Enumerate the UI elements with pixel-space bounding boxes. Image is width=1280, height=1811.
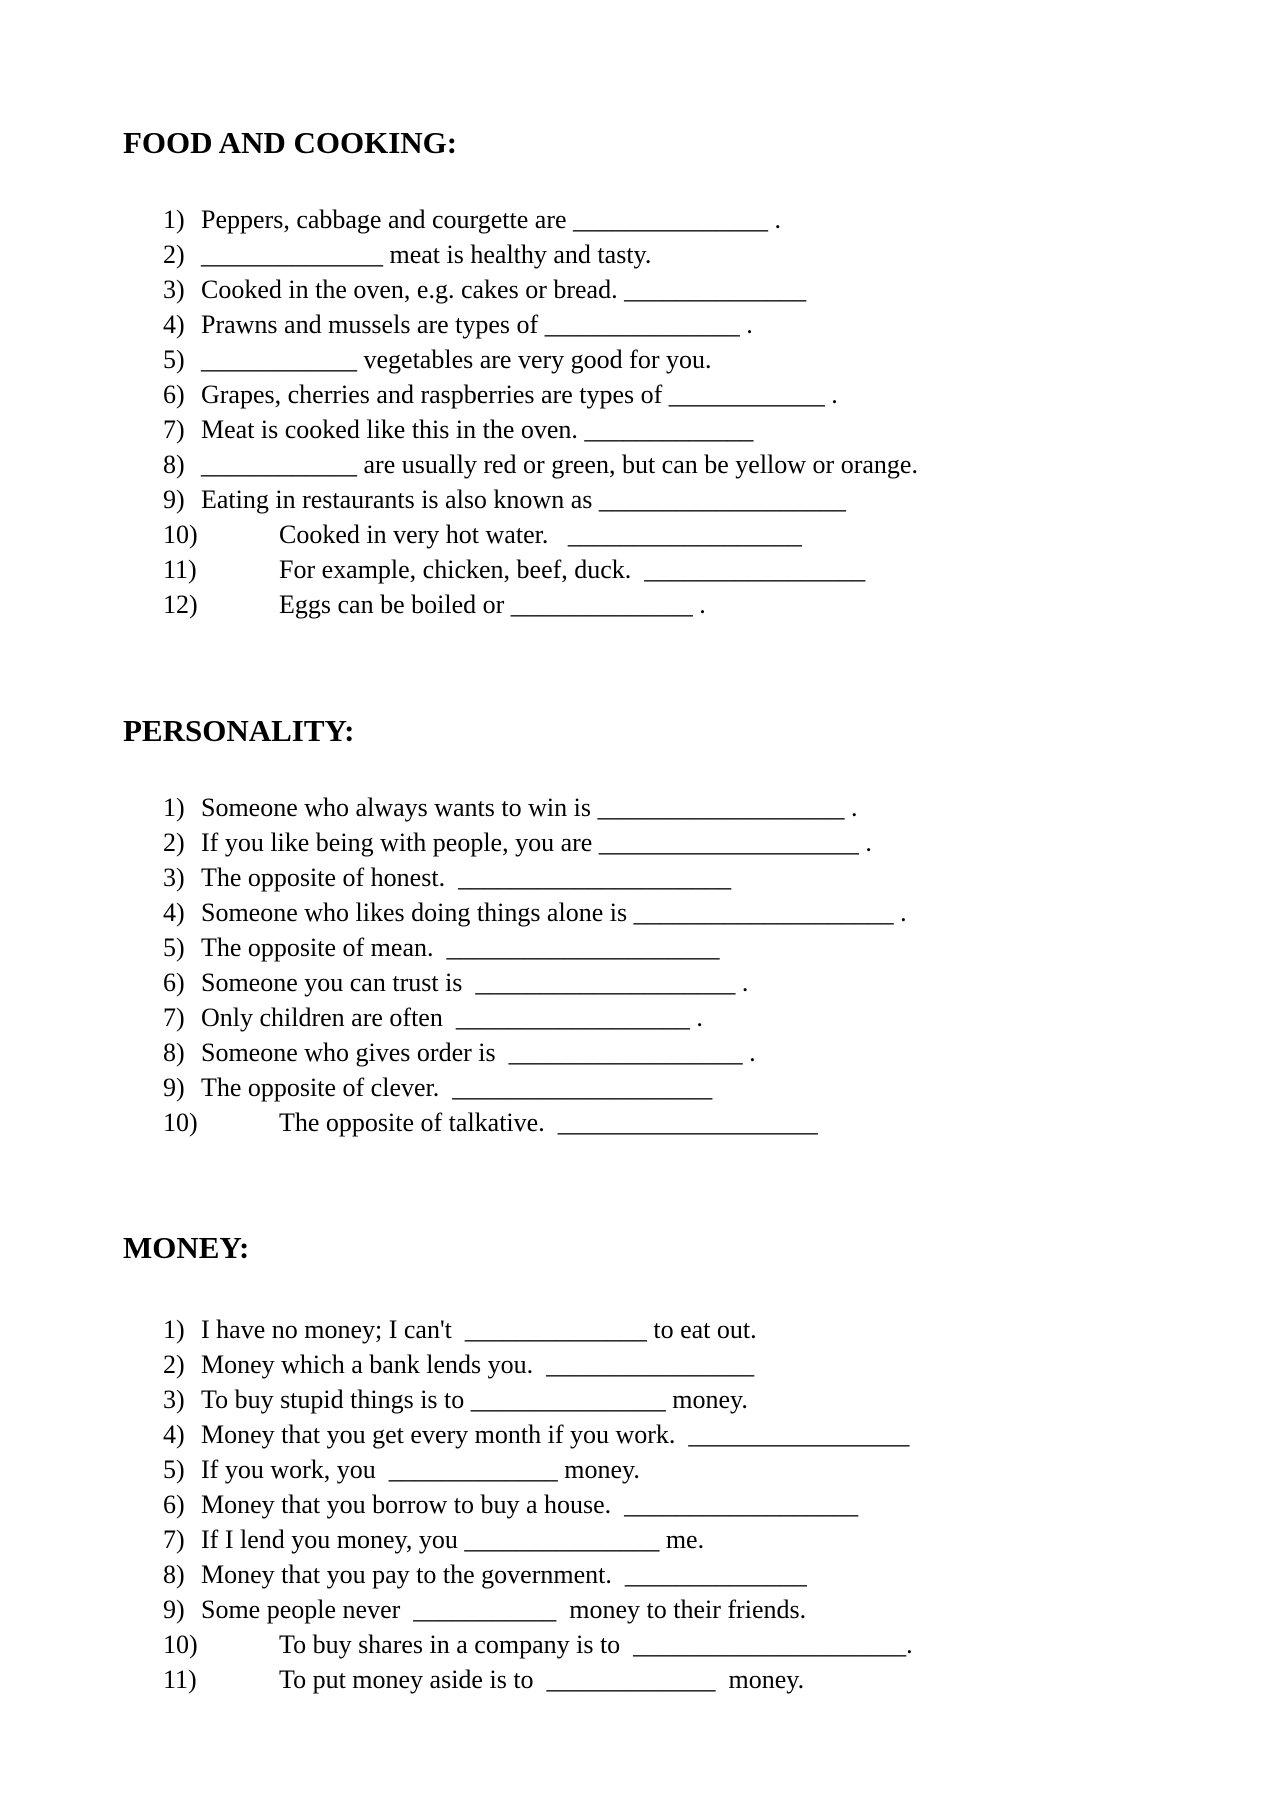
question-list [163, 790, 907, 1140]
question-number: 5) [163, 933, 185, 962]
question-number: 12) [163, 590, 198, 619]
question-item [163, 237, 918, 272]
question-number: 6) [163, 1490, 185, 1519]
question-item [163, 1382, 913, 1417]
question-text: The opposite of clever. ____________________ [201, 1073, 713, 1102]
question-number: 2) [163, 828, 185, 857]
question-item [163, 587, 918, 622]
question-number: 9) [163, 485, 185, 514]
question-item [163, 412, 918, 447]
question-item [163, 342, 918, 377]
question-item [163, 1035, 907, 1070]
question-item [163, 307, 918, 342]
question-text: To buy shares in a company is to _____________________. [279, 1630, 913, 1659]
question-text: If you work, you _____________ money. [201, 1455, 640, 1484]
question-item [163, 1452, 913, 1487]
question-number: 6) [163, 380, 185, 409]
question-text: Grapes, cherries and raspberries are types of ____________ . [201, 380, 838, 409]
question-text: If you like being with people, you are ____________________ . [201, 828, 872, 857]
question-text: Money that you borrow to buy a house. __________________ [201, 1490, 859, 1519]
question-number: 3) [163, 863, 185, 892]
question-text: For example, chicken, beef, duck. _________________ [279, 555, 866, 584]
question-text: To put money aside is to _____________ money. [279, 1665, 805, 1694]
question-item [163, 517, 918, 552]
question-text: Meat is cooked like this in the oven. _____________ [201, 415, 754, 444]
question-number: 9) [163, 1073, 185, 1102]
question-number: 8) [163, 1038, 185, 1067]
question-text: If I lend you money, you _______________ me. [201, 1525, 705, 1554]
question-item [163, 1522, 913, 1557]
question-number: 10) [163, 1630, 198, 1659]
question-text: Money that you get every month if you work. _________________ [201, 1420, 910, 1449]
question-item [163, 202, 918, 237]
question-item [163, 447, 918, 482]
question-number: 3) [163, 1385, 185, 1414]
question-item [163, 1557, 913, 1592]
question-text: Prawns and mussels are types of _______________ . [201, 310, 753, 339]
question-item [163, 1070, 907, 1105]
question-item [163, 377, 918, 412]
question-item [163, 790, 907, 825]
question-text: The opposite of honest. _____________________ [201, 863, 732, 892]
question-item [163, 825, 907, 860]
section-personality [123, 713, 1200, 1137]
question-number: 7) [163, 1525, 185, 1554]
question-text: ______________ meat is healthy and tasty. [201, 240, 652, 269]
question-item [163, 1592, 913, 1627]
question-text: Money which a bank lends you. ________________ [201, 1350, 755, 1379]
question-text: I have no money; I can't ______________ to eat out. [201, 1315, 757, 1344]
question-number: 8) [163, 1560, 185, 1589]
question-number: 10) [163, 1108, 198, 1137]
question-text: The opposite of talkative. ____________________ [279, 1108, 818, 1137]
question-text: Eating in restaurants is also known as ___________________ [201, 485, 846, 514]
question-text: The opposite of mean. _____________________ [201, 933, 720, 962]
section-title: MONEY: [123, 1230, 250, 1265]
question-item [163, 1662, 913, 1697]
section-money [123, 1230, 1200, 1694]
question-item [163, 272, 918, 307]
question-number: 4) [163, 1420, 185, 1449]
question-item [163, 1487, 913, 1522]
question-item [163, 895, 907, 930]
question-text: Someone you can trust is ____________________ . [201, 968, 749, 997]
question-text: ____________ vegetables are very good for you. [201, 345, 712, 374]
question-number: 1) [163, 1315, 185, 1344]
question-number: 4) [163, 310, 185, 339]
question-number: 2) [163, 1350, 185, 1379]
question-number: 3) [163, 275, 185, 304]
question-item [163, 552, 918, 587]
question-list [163, 202, 918, 622]
question-text: Cooked in very hot water. __________________ [279, 520, 802, 549]
question-number: 11) [163, 1665, 197, 1694]
question-item [163, 1347, 913, 1382]
question-number: 2) [163, 240, 185, 269]
question-text: ____________ are usually red or green, but can be yellow or orange. [201, 450, 918, 479]
question-number: 5) [163, 1455, 185, 1484]
question-text: Eggs can be boiled or ______________ . [279, 590, 706, 619]
question-text: Someone who likes doing things alone is ____________________ . [201, 898, 907, 927]
question-list [163, 1312, 913, 1697]
question-text: Peppers, cabbage and courgette are _______________ . [201, 205, 782, 234]
question-text: Cooked in the oven, e.g. cakes or bread. ______________ [201, 275, 807, 304]
section-title: FOOD AND COOKING: [123, 125, 458, 160]
question-text: To buy stupid things is to _______________ money. [201, 1385, 748, 1414]
question-item [163, 482, 918, 517]
question-number: 1) [163, 205, 185, 234]
question-item [163, 930, 907, 965]
question-item [163, 965, 907, 1000]
question-number: 10) [163, 520, 198, 549]
question-item [163, 1417, 913, 1452]
question-number: 1) [163, 793, 185, 822]
question-text: Money that you pay to the government. ______________ [201, 1560, 807, 1589]
section-food-and-cooking [123, 125, 1200, 619]
question-number: 7) [163, 415, 185, 444]
question-item [163, 1627, 913, 1662]
question-item [163, 1105, 907, 1140]
question-number: 7) [163, 1003, 185, 1032]
question-text: Only children are often __________________ . [201, 1003, 703, 1032]
question-number: 5) [163, 345, 185, 374]
question-text: Someone who gives order is __________________ . [201, 1038, 756, 1067]
question-text: Some people never ___________ money to their friends. [201, 1595, 807, 1624]
question-item [163, 860, 907, 895]
question-number: 9) [163, 1595, 185, 1624]
question-number: 4) [163, 898, 185, 927]
section-title: PERSONALITY: [123, 713, 355, 748]
question-item [163, 1000, 907, 1035]
question-text: Someone who always wants to win is ___________________ . [201, 793, 858, 822]
question-item [163, 1312, 913, 1347]
question-number: 6) [163, 968, 185, 997]
question-number: 11) [163, 555, 197, 584]
question-number: 8) [163, 450, 185, 479]
